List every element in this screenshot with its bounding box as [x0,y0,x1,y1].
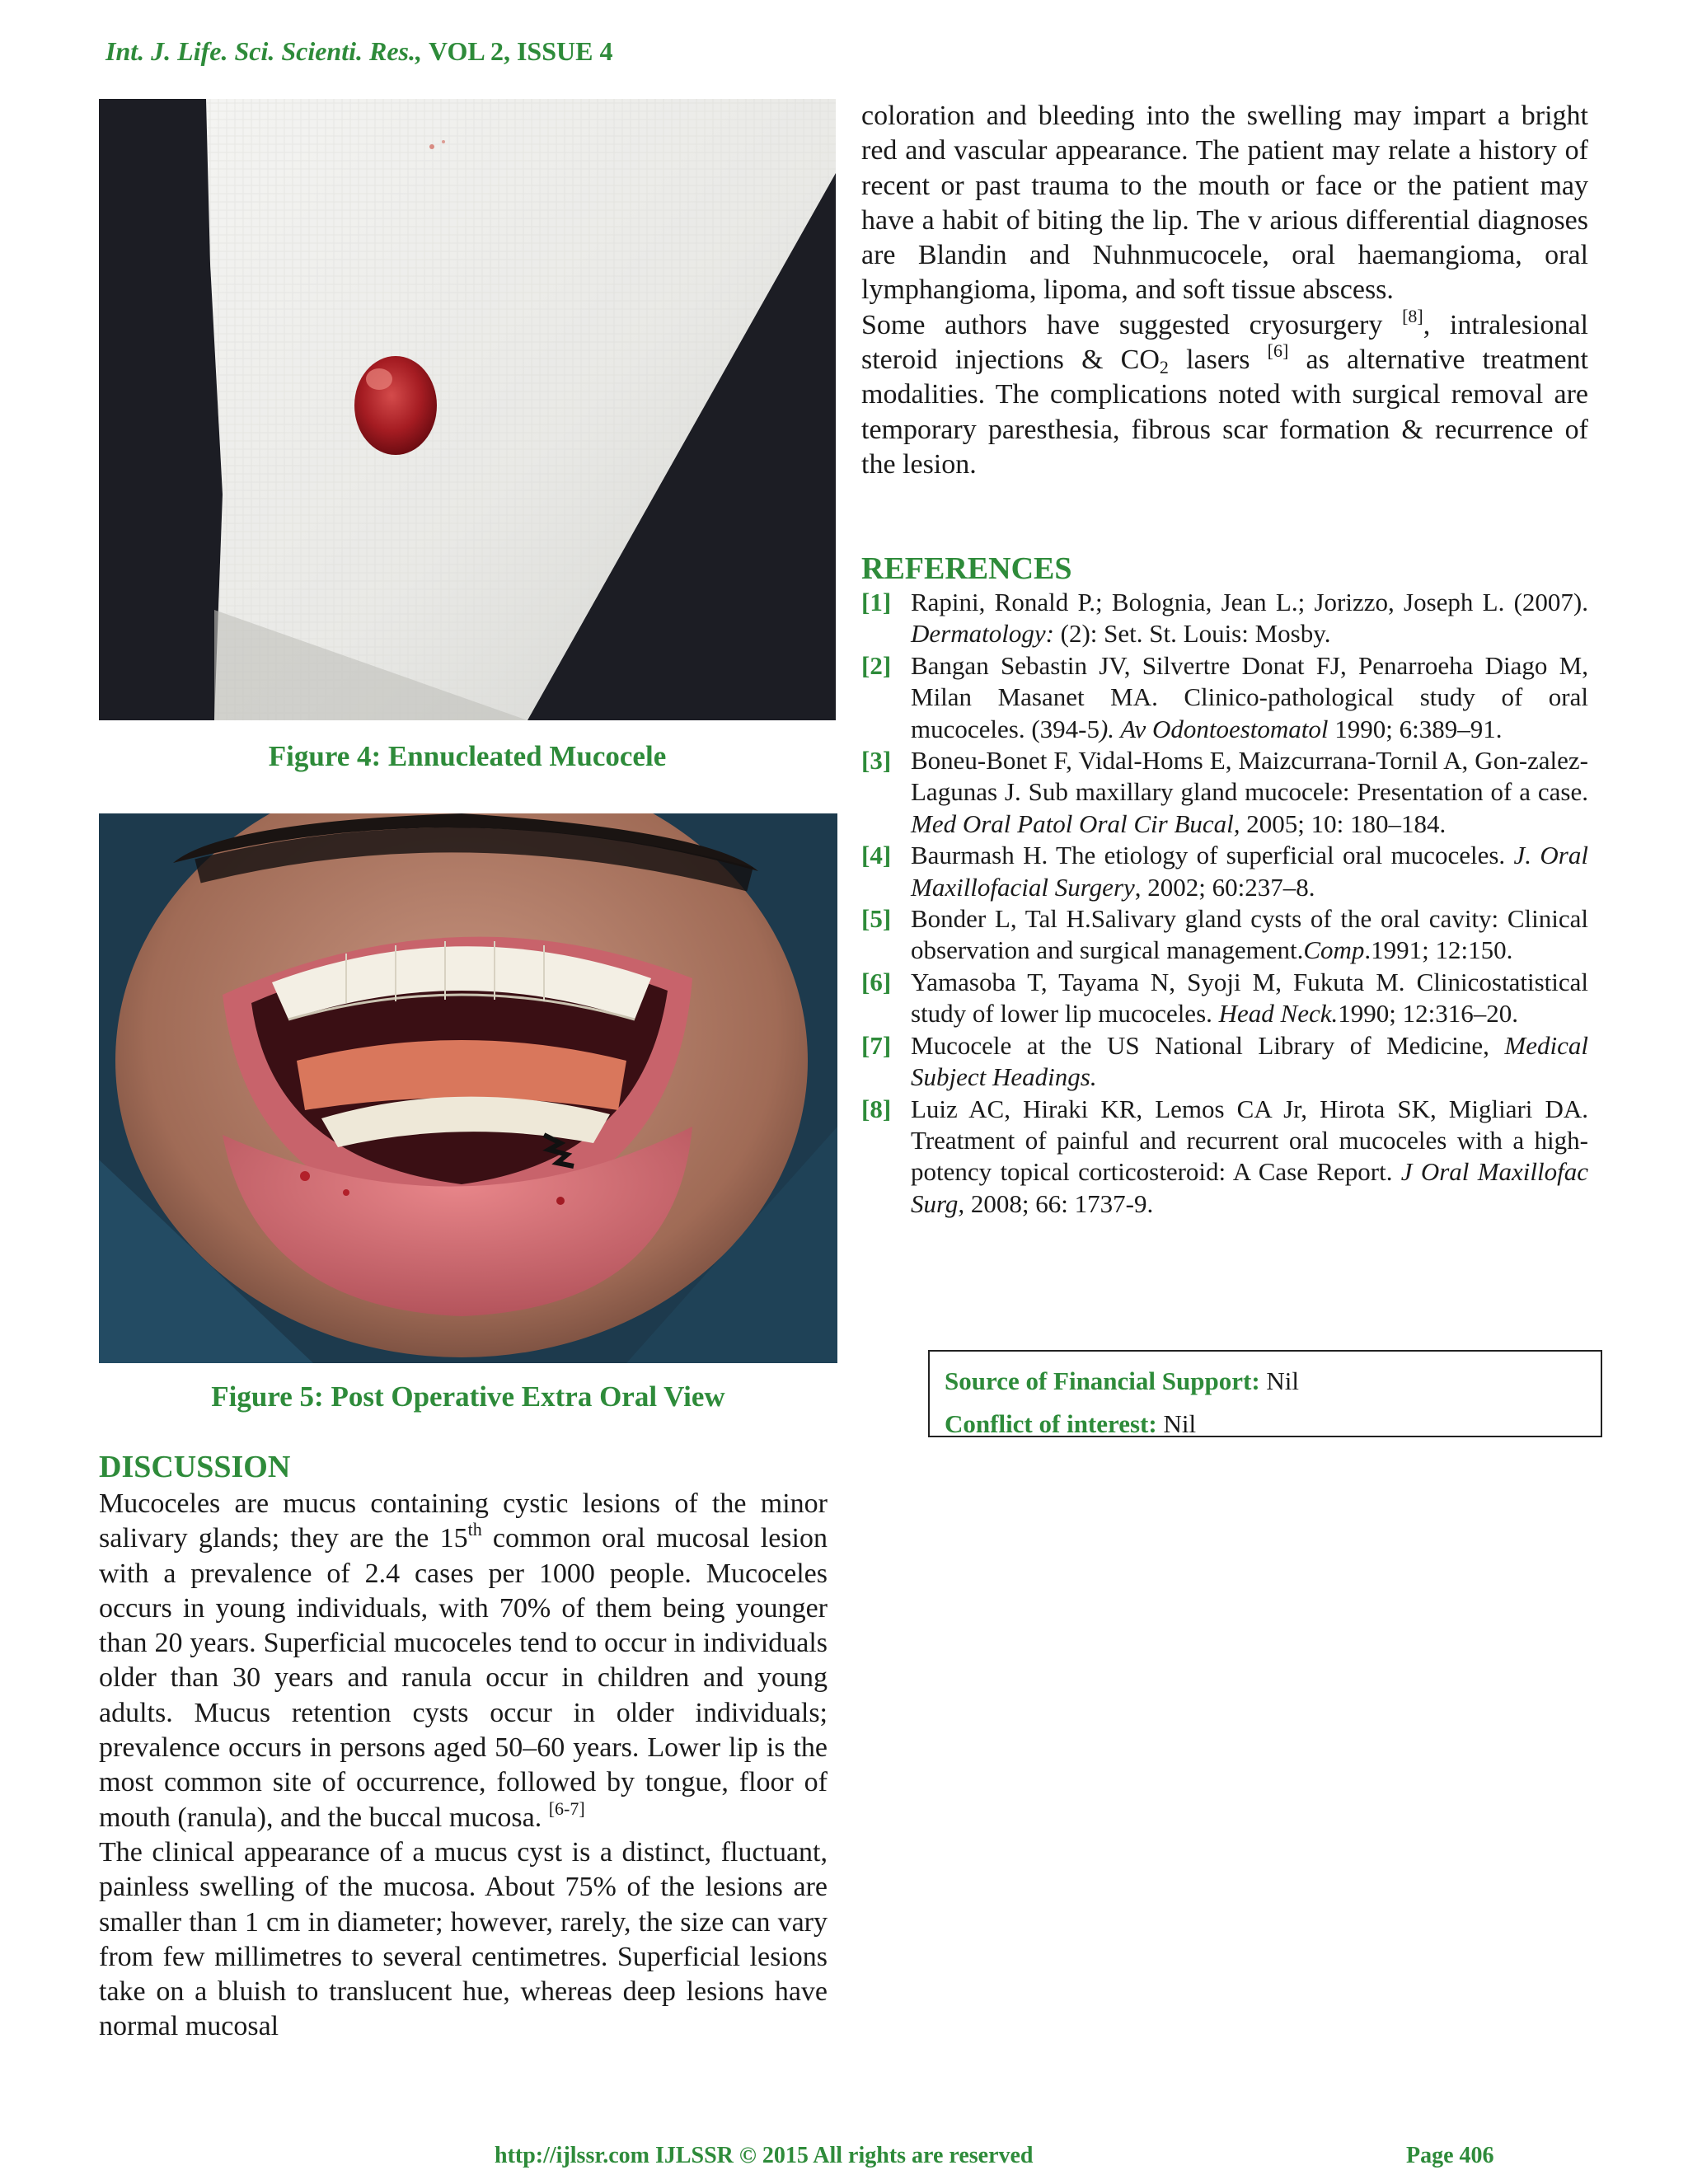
financial-support-row [945,1360,1586,1403]
journal-header [106,36,612,67]
page-number: Page 406 [1406,2143,1494,2168]
discussion-paragraph-1 [99,1487,828,1835]
reference-text-tail: 2005; 10: 180–184. [1240,808,1447,838]
reference-item [861,903,1588,967]
reference-item [861,587,1588,650]
reference-item [861,967,1588,1030]
references-heading: REFERENCES [861,551,1072,586]
reference-source-italic: J. Oral Maxillofacial Surgery [911,841,1588,902]
reference-text: Baurmash H. The etiology of superficial oral mucoceles. [911,841,1514,870]
reference-item [861,1094,1588,1221]
disclosure-box [928,1350,1602,1437]
reference-text-tail: 2008; 66: 1737-9. [964,1188,1154,1218]
figure-4-illustration [99,99,836,720]
reference-text: Luiz AC, Hiraki KR, Lemos CA Jr, Hirota SK, Migliari DA. Treatment of painful and recurrent oral mucoceles with a high-potency topical corticosteroid: A Case Report. [911,1094,1588,1187]
figure-4-image [99,99,836,720]
reference-number: [2] [861,650,892,680]
reference-text-tail: .1991; 12:150. [1364,935,1513,965]
reference-item [861,650,1588,745]
discussion-paragraph-4 [861,305,1588,482]
journal-volume: VOL 2, ISSUE 4 [429,36,613,66]
text-run: as alternative treatment modalities. The complications noted with surgical removal are temporary paresthesia, fibrous scar formation & recurrence of the lesion. [861,344,1588,480]
reference-number: [4] [861,841,892,870]
conflict-of-interest-value: Nil [1156,1409,1197,1438]
text-run: Some authors have suggested cryosurgery [861,309,1403,340]
reference-item [861,1030,1588,1094]
discussion-paragraph-2: The clinical appearance of a mucus cyst is a distinct, fluctuant, painless swelling of the mucosa. About 75% of the lesions are smaller than 1 cm in diameter; however, rarely, the size can vary from few millimetres to several centimetres. Superficial lesions take on a bluish to translucent hue, whereas deep lesions have normal mucosal [99,1836,828,2042]
text-run: lasers [1168,344,1268,376]
reference-text-tail: , 2002; 60:237–8. [1134,872,1315,902]
reference-source-italic: Med Oral Patol Oral Cir Bucal, [911,808,1240,838]
discussion-paragraph-3: coloration and bleeding into the swelling may impart a bright red and vascular appearance. The patient may relate a history of recent or past trauma to the mouth or face or the patient may have a habit of biting the lip. The v arious differential diagnoses are Blandin and Nuhnmucocele, oral haemangioma, oral lymphangioma, lipoma, and soft tissue abscess. [861,101,1588,306]
reference-text: Rapini, Ronald P.; Bolognia, Jean L.; Jorizzo, Joseph L. (2007). [911,588,1588,616]
reference-number: [5] [861,904,892,934]
reference-text-tail: (2): Set. St. Louis: Mosby. [1053,619,1331,649]
reference-text-tail: 1990; 12:316–20. [1338,999,1518,1029]
reference-number: [1] [861,588,892,616]
footer-copyright: http://ijlssr.com IJLSSR © 2015 All rights are reserved [495,2143,1034,2168]
journal-name: Int. J. Life. Sci. Scienti. Res., [106,36,422,66]
reference-item [861,840,1588,903]
reference-source-italic: Head Neck. [1218,999,1339,1029]
financial-support-value: Nil [1259,1366,1300,1395]
reference-source-italic: Dermatology: [911,619,1054,649]
figure-5-image [99,813,837,1363]
conflict-of-interest-label: Conflict of interest: [945,1409,1157,1438]
conflict-of-interest-row [945,1403,1586,1446]
citation: [8] [1402,305,1423,326]
reference-source-italic: J Oral Maxillofac Surg, [911,1157,1589,1218]
figure-4-caption: Figure 4: Ennucleated Mucocele [268,740,667,772]
text-run: Mucoceles are mucus containing cystic lesions of the minor salivary glands; they are the 15 [99,1488,828,1554]
reference-item [861,745,1588,840]
reference-number: [7] [861,1030,892,1060]
reference-list [861,587,1588,1220]
reference-text: Bonder L, Tal H.Salivary gland cysts of the oral cavity: Clinical observation and surgical management. [911,904,1588,965]
discussion-body-left [99,1487,828,2045]
reference-text: Yamasoba T, Tayama N, Syoji M, Fukuta M. Clinicostatistical study of lower lip mucoceles. [911,967,1588,1029]
figure-5-caption: Figure 5: Post Operative Extra Oral View [211,1380,725,1413]
reference-source-italic: ). Av Odontoestomatol [1099,714,1329,743]
citation: [6] [1267,340,1289,362]
reference-number: [6] [861,967,892,996]
reference-number: [3] [861,746,892,776]
reference-number: [8] [861,1094,892,1123]
reference-source-italic: Comp [1303,935,1365,965]
reference-source-italic: Medical Subject Headings. [911,1030,1588,1092]
financial-support-label: Source of Financial Support: [945,1366,1260,1395]
citation: [6-7] [548,1797,585,1819]
superscript: th [467,1519,482,1540]
text-run: common oral mucosal lesion with a prevalence of 2.4 cases per 1000 people. Mucoceles occurs in young individuals, with 70% of them being younger than 20 years. Superficial mucoceles tend to occur in individuals older than 30 years and ranula occur in children and young adults. Mucus retention cysts occur in older individuals; prevalence occurs in persons aged 50–60 years. Lower lip is the most common site of occurrence, followed by tongue, floor of mouth (ranula), and the buccal mucosa. [99,1523,828,1833]
subscript: 2 [1159,357,1169,378]
reference-text: Boneu-Bonet F, Vidal-Homs E, Maizcurrana-Tornil A, Gon-zalez-Lagunas J. Sub maxillary gland mucocele: Presentation of a case. [911,746,1588,807]
discussion-heading: DISCUSSION [99,1450,291,1484]
reference-text: Bangan Sebastin JV, Silvertre Donat FJ, Penarroeha Diago M, Milan Masanet MA. Clinico-pathological study of oral mucoceles. (394-5 [911,650,1588,743]
text-run: , intralesional steroid injections & CO [861,309,1588,376]
figure-5-illustration [99,813,837,1363]
discussion-body-right [861,99,1588,482]
reference-text: Mucocele at the US National Library of Medicine, [911,1030,1505,1060]
reference-text-tail: 1990; 6:389–91. [1328,714,1503,743]
